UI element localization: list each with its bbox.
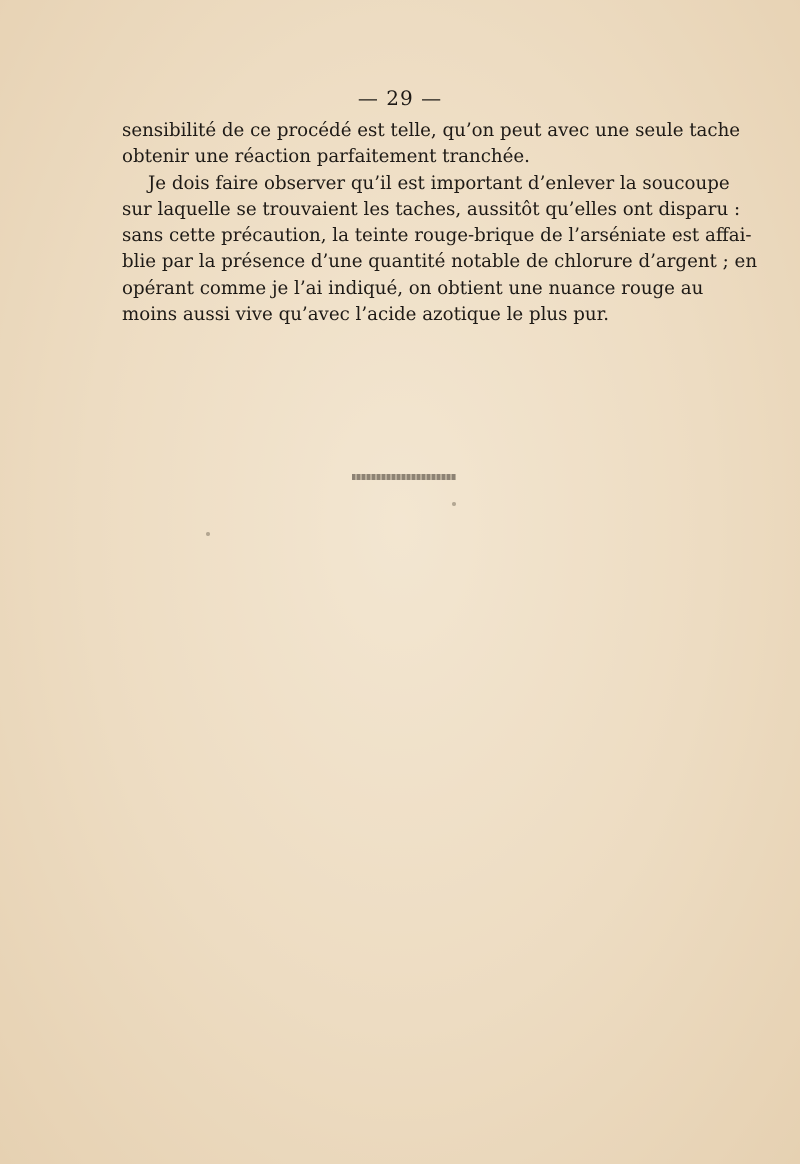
page-number: — 29 — bbox=[357, 86, 443, 110]
text-line: blie par la présence d’une quantité notable de chlorure d’argent ; en bbox=[122, 251, 758, 273]
text-line: opérant comme je l’ai indiqué, on obtient une nuance rouge au bbox=[122, 277, 704, 299]
paper-speck bbox=[452, 502, 456, 506]
paper-speck bbox=[206, 532, 210, 536]
text-line: sensibilité de ce procédé est telle, qu’on peut avec une seule tache bbox=[122, 120, 741, 141]
text-line: moins aussi vive qu’avec l’acide azotique le plus pur. bbox=[122, 304, 610, 326]
text-line: sans cette précaution, la teinte rouge-brique de l’arséniate est affai- bbox=[122, 225, 752, 247]
text-line: Je dois faire observer qu’il est important d’enlever la soucoupe bbox=[148, 172, 730, 194]
body-text bbox=[122, 118, 758, 328]
text-line: sur laquelle se trouvaient les taches, aussitôt qu’elles ont disparu : bbox=[122, 198, 741, 220]
text-line: obtenir une réaction parfaitement tranchée. bbox=[122, 146, 530, 168]
decorative-rule bbox=[352, 474, 456, 480]
